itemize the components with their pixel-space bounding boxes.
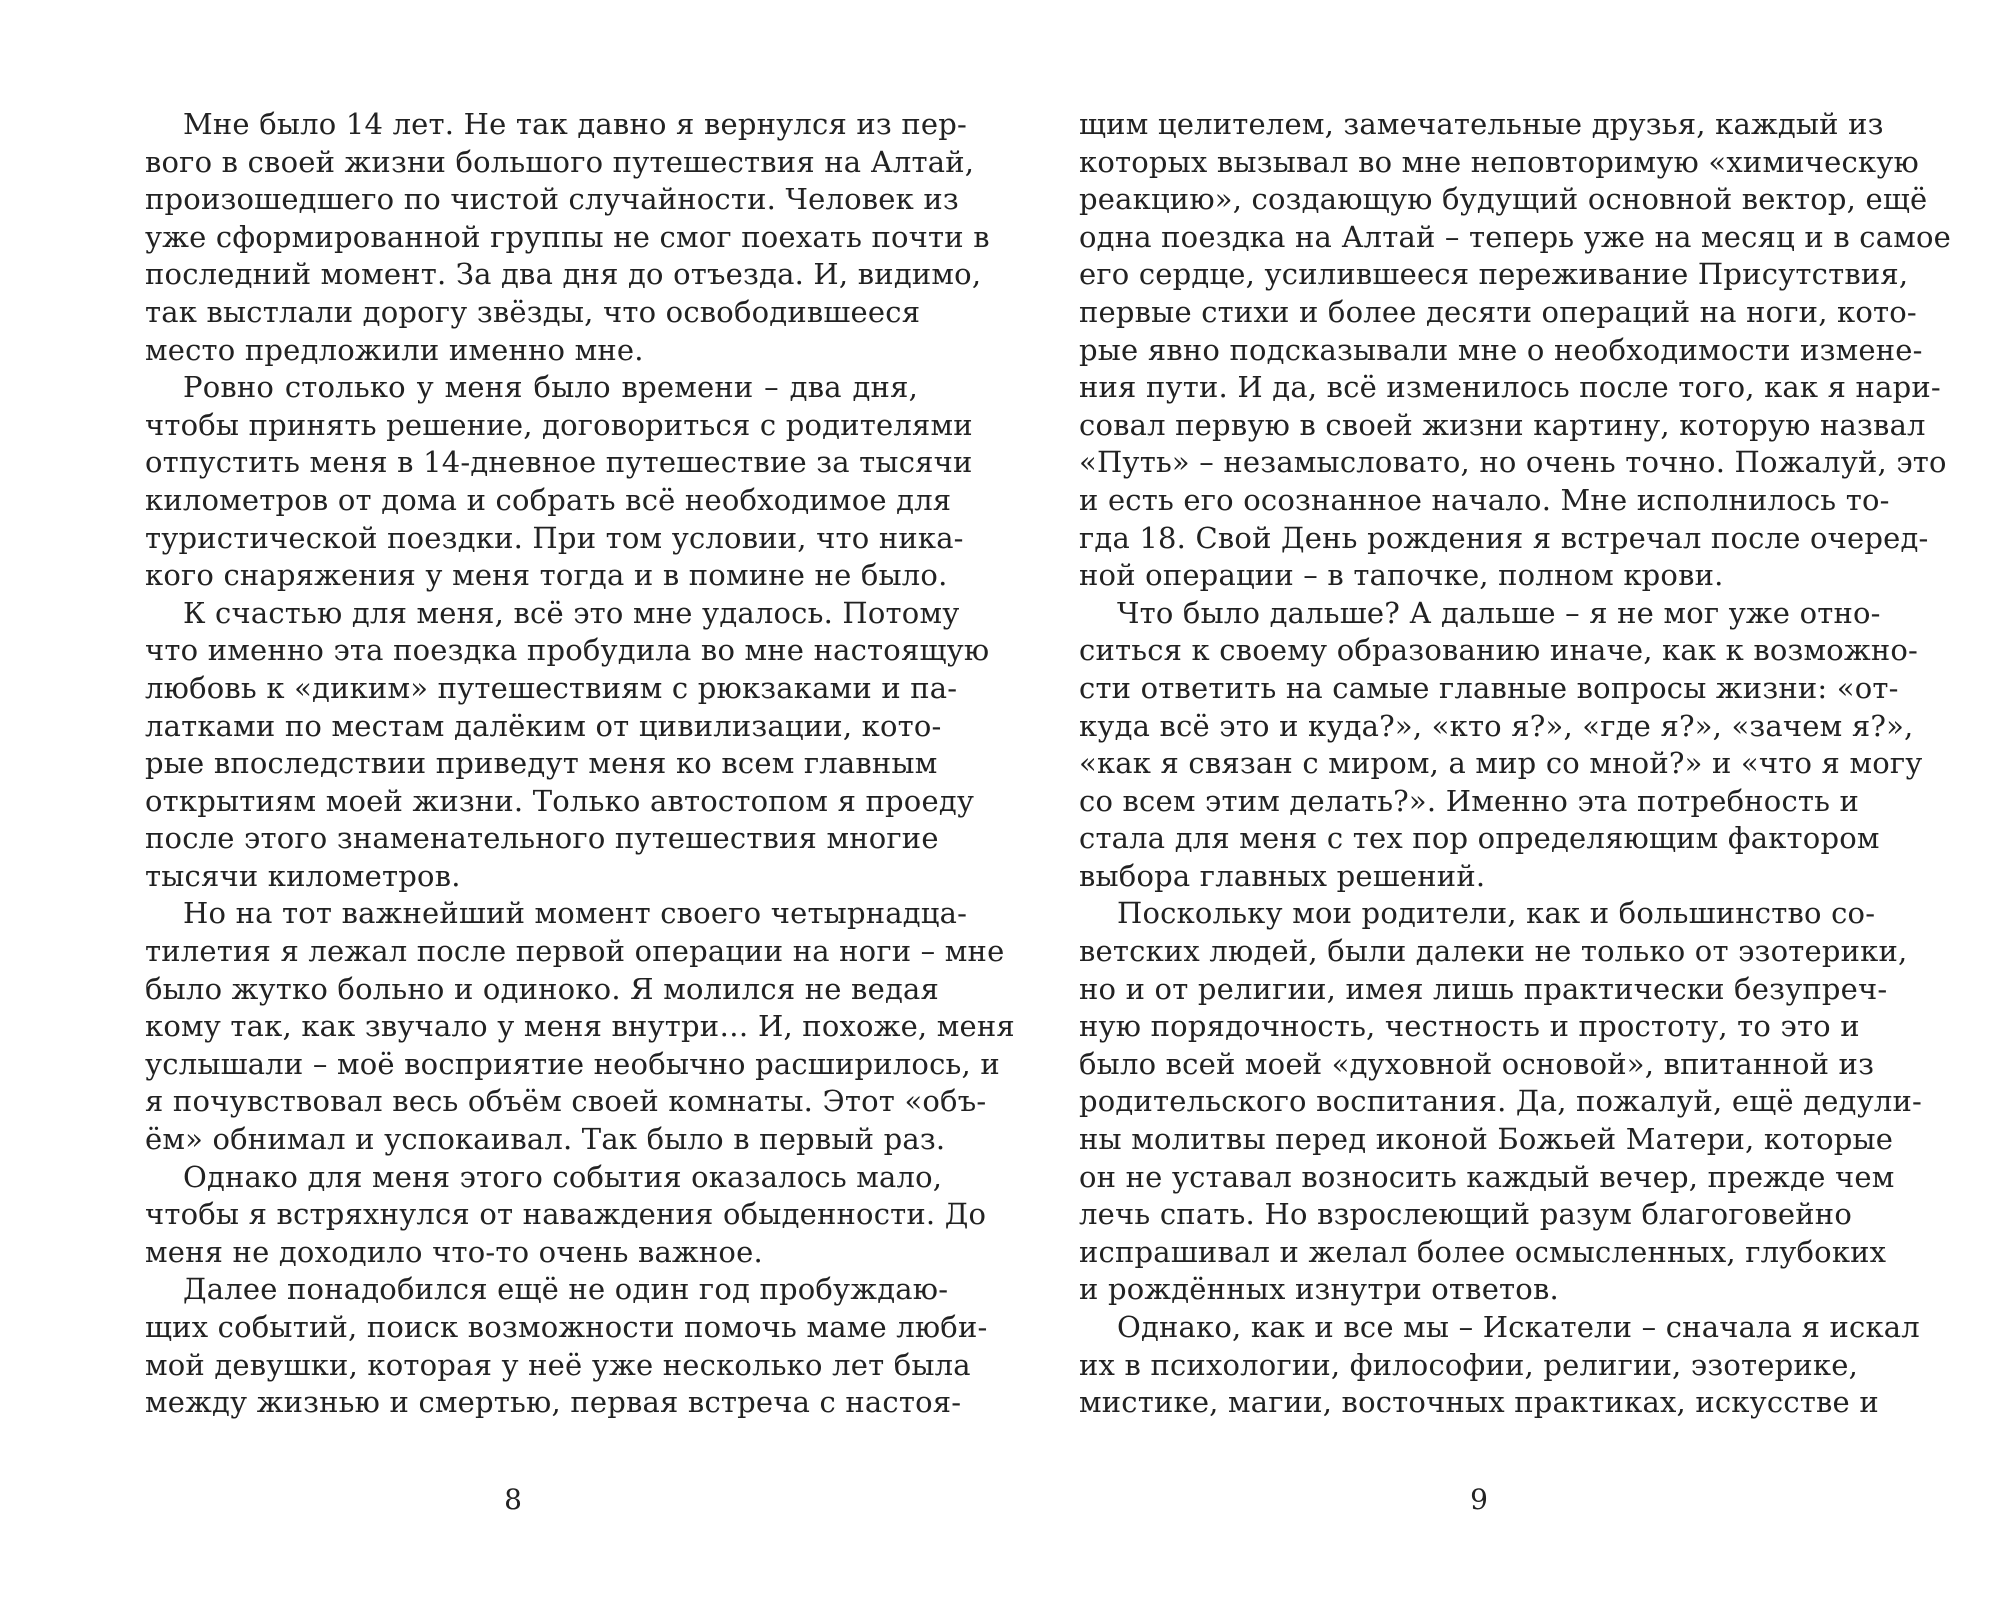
text-line: чтобы я встряхнулся от наваждения обыденности. До [145,1197,987,1232]
text-line: его сердце, усилившееся переживание Присутствия, [1079,257,1909,292]
text-line: со всем этим делать?». Именно эта потребность и [1079,783,1860,818]
text-line: вого в своей жизни большого путешествия на Алтай, [145,144,975,179]
text-line: «как я связан с миром, а мир со мной?» и «что я могу [1079,746,1923,781]
text-line: Что было дальше? А дальше – я не мог уже отно- [1117,595,1881,630]
text-line: ны молитвы перед иконой Божьей Матери, которые [1079,1122,1894,1157]
right-page [996,0,1992,1597]
text-line: Далее понадобился ещё не один год пробуждаю- [183,1272,949,1307]
text-line: Но на тот важнейший момент своего четырнадца- [183,896,968,931]
text-line: первые стихи и более десяти операций на ноги, кото- [1079,294,1917,329]
text-line: мой девушки, которая у неё уже несколько лет была [145,1347,971,1382]
text-line: место предложили именно мне. [145,332,644,367]
text-line: и рождённых изнутри ответов. [1079,1272,1559,1307]
left-page-text [145,106,1015,1422]
text-line: мистике, магии, восточных практиках, искусстве и [1079,1385,1879,1420]
text-line: любовь к «диким» путешествиям с рюкзаками и па- [145,670,958,705]
text-line: Однако, как и все мы – Искатели – сначала я искал [1117,1310,1920,1344]
text-line: что именно эта поездка пробудила во мне настоящую [145,633,990,668]
text-line: было жутко больно и одиноко. Я молился не ведая [145,971,939,1006]
text-line: туристической поездки. При том условии, что ника- [145,520,964,555]
text-line: произошедшего по чистой случайности. Человек из [145,182,959,217]
right-page-number: 9 [1470,1483,1488,1516]
text-line: которых вызывал во мне неповторимую «химическую [1079,144,1919,179]
text-line: ём» обнимал и успокаивал. Так было в первый раз. [145,1122,946,1157]
text-line: открытиям моей жизни. Только автостопом я проеду [145,783,975,818]
text-line: после этого знаменательного путешествия многие [145,821,939,856]
text-line: реакцию», создающую будущий основной вектор, ещё [1079,182,1928,217]
text-line: одна поездка на Алтай – теперь уже на месяц и в самое [1079,219,1951,254]
text-line: куда всё это и куда?», «кто я?», «где я?», «зачем я?», [1079,708,1914,743]
text-line: Ровно столько у меня было времени – два дня, [183,370,918,405]
text-line: меня не доходило что-то очень важное. [145,1234,763,1269]
text-line: я почувствовал весь объём своей комнаты. Этот «объ- [145,1084,987,1119]
text-line: и есть его осознанное начало. Мне исполнилось то- [1079,482,1890,517]
text-line: щих событий, поиск возможности помочь маме люби- [145,1310,988,1344]
text-line: «Путь» – незамысловато, но очень точно. Пожалуй, это [1079,445,1947,480]
text-line: их в психологии, философии, религии, эзотерике, [1079,1347,1859,1382]
text-line: между жизнью и смертью, первая встреча с настоя- [145,1385,962,1420]
text-line: но и от религии, имея лишь практически безупреч- [1079,971,1888,1006]
text-line: чтобы принять решение, договориться с родителями [145,407,973,442]
text-line: стала для меня с тех пор определяющим фактором [1079,821,1880,856]
text-line: испрашивал и желал более осмысленных, глубоких [1079,1234,1887,1269]
text-line: выбора главных решений. [1079,858,1486,893]
text-line: было всей моей «духовной основой», впитанной из [1079,1046,1875,1081]
text-line: кого снаряжения у меня тогда и в помине не было. [145,558,948,593]
text-line: рые явно подсказывали мне о необходимости измене- [1079,332,1923,367]
text-line: услышали – моё восприятие необычно расширилось, и [145,1046,1000,1081]
text-line: тысячи километров. [145,858,461,893]
text-line: кому так, как звучало у меня внутри… И, похоже, меня [145,1009,1015,1044]
text-line: щим целителем, замечательные друзья, каждый из [1079,107,1884,141]
text-line: километров от дома и собрать всё необходимое для [145,482,952,517]
text-line: латками по местам далёким от цивилизации, кото- [145,708,942,743]
left-page-number: 8 [504,1483,522,1516]
text-line: он не уставал возносить каждый вечер, прежде чем [1079,1159,1895,1194]
right-page-text [1079,106,1951,1422]
text-line: так выстлали дорогу звёзды, что освободившееся [145,294,921,329]
text-line: тилетия я лежал после первой операции на ноги – мне [145,934,1005,969]
text-line: ной операции – в тапочке, полном крови. [1079,558,1724,593]
text-line: ния пути. И да, всё изменилось после того, как я нари- [1079,370,1941,405]
text-line: уже сформированной группы не смог поехать почти в [145,219,990,254]
text-line: совал первую в своей жизни картину, которую назвал [1079,407,1926,442]
text-line: лечь спать. Но взрослеющий разум благоговейно [1079,1197,1852,1232]
text-line: сти ответить на самые главные вопросы жизни: «от- [1079,670,1899,705]
text-line: рые впоследствии приведут меня ко всем главным [145,746,938,781]
text-line: гда 18. Свой День рождения я встречал после очеред- [1079,520,1929,555]
text-line: отпустить меня в 14-дневное путешествие за тысячи [145,445,973,480]
text-line: ситься к своему образованию иначе, как к возможно- [1079,633,1919,668]
text-line: ветских людей, были далеки не только от эзотерики, [1079,934,1908,969]
text-line: Поскольку мои родители, как и большинство со- [1117,896,1876,931]
text-line: последний момент. За два дня до отъезда. И, видимо, [145,257,982,292]
text-line: родительского воспитания. Да, пожалуй, ещё дедули- [1079,1084,1923,1119]
text-line: ную порядочность, честность и простоту, то это и [1079,1009,1860,1044]
text-line: К счастью для меня, всё это мне удалось. Потому [183,595,960,630]
text-line: Однако для меня этого события оказалось мало, [183,1159,943,1194]
text-line: Мне было 14 лет. Не так давно я вернулся из пер- [183,107,968,141]
